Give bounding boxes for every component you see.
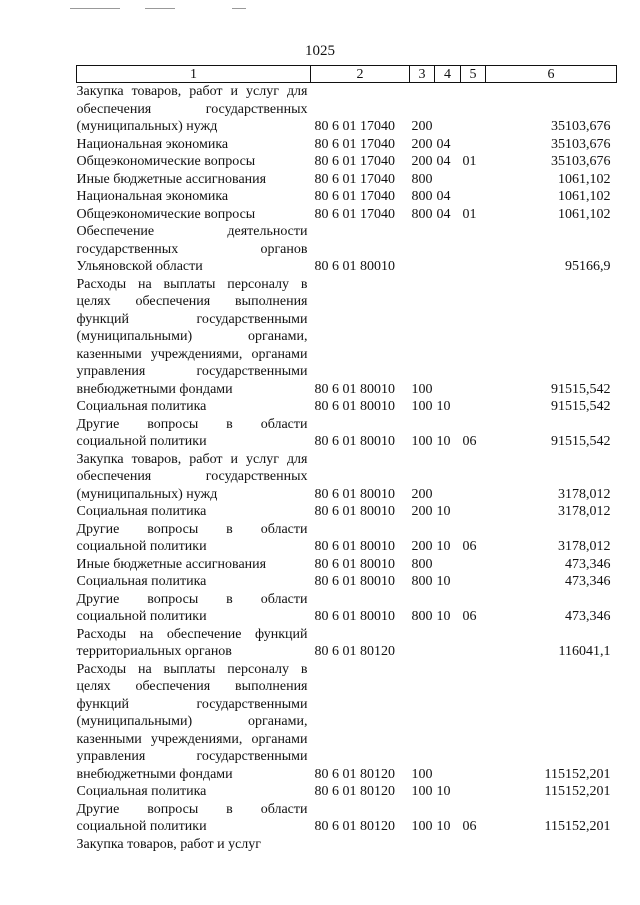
header-cell: 1 [77,66,311,83]
row-expense-type: 200 [411,539,433,554]
row-code: 80 6 01 80010 [314,486,395,502]
row-subsection [461,136,486,154]
row-expense-type: 100 [411,819,433,834]
row-subsection: 06 [462,819,477,834]
row-subsection [461,398,486,416]
row-expense-type: 800 [411,206,433,222]
table-row [77,206,617,224]
row-name: Иные бюджетные ассигнования [76,171,267,187]
row-amount: 3178,012 [558,539,611,554]
row-amount: 91515,542 [551,399,611,414]
row-expense-type: 800 [411,189,433,204]
row-name: Закупка товаров, работ и услуг для обеспечения государственных (муниципальных) нужд [76,84,308,134]
row-code [311,836,410,854]
row-amount: 91515,542 [551,381,611,397]
row-name: Другие вопросы в области социальной политики [76,416,308,449]
row-name: Расходы на выплаты персоналу в целях обеспечения выполнения функций государственными (муниципальными) органами, казенными учреждениями, органами управления государственными внебюджетными фондами [76,661,308,782]
row-subsection [461,626,486,661]
scan-artifact [145,8,175,9]
row-subsection: 06 [462,434,477,449]
table-row [77,136,617,154]
row-section: 04 [436,206,451,222]
row-expense-type: 100 [411,399,433,414]
row-name: Социальная политика [76,399,207,414]
row-amount: 1061,102 [558,171,611,187]
row-section: 04 [436,154,451,169]
row-code: 80 6 01 80010 [314,609,395,624]
table-row [77,171,617,189]
row-code: 80 6 01 80010 [314,381,395,397]
row-name: Закупка товаров, работ и услуг для обеспечения государственных (муниципальных) нужд [76,451,308,502]
row-section: 10 [436,819,451,834]
scan-artifact [232,8,246,9]
row-expense-type: 100 [411,434,433,449]
row-name: Другие вопросы в области социальной политики [76,521,308,554]
row-code: 80 6 01 17040 [314,154,395,169]
row-code: 80 6 01 80010 [314,574,395,589]
row-section: 10 [436,539,451,554]
row-subsection [461,223,486,276]
row-code: 80 6 01 80120 [314,644,395,659]
row-name: Расходы на обеспечение функций территориальных органов [76,626,308,659]
row-expense-type: 200 [411,136,433,152]
table-row [77,223,617,276]
row-expense-type: 200 [411,154,433,169]
row-expense-type [410,836,435,854]
table-row [77,521,617,556]
row-name: Обеспечение деятельности государственных органов Ульяновской области [76,224,308,274]
row-subsection [461,556,486,574]
row-subsection [461,188,486,206]
row-expense-type: 100 [411,766,433,782]
row-subsection [461,783,486,801]
row-amount: 35103,676 [551,119,611,134]
row-name: Другие вопросы в области социальной политики [76,801,308,834]
row-name: Расходы на выплаты персоналу в целях обеспечения выполнения функций государственными (муниципальными) органами, казенными учреждениями, органами управления государственными внебюджетными фондами [76,276,308,397]
row-subsection: 01 [462,154,477,169]
budget-table [76,65,617,853]
row-code: 80 6 01 80010 [314,434,395,449]
row-code: 80 6 01 17040 [314,189,395,204]
table-row [77,503,617,521]
table-row [77,416,617,451]
row-name: Социальная политика [76,784,207,799]
row-expense-type: 800 [411,574,433,589]
row-section [435,83,461,136]
row-code: 80 6 01 17040 [314,171,395,187]
row-expense-type: 100 [411,381,433,397]
row-amount: 115152,201 [544,784,611,799]
row-name: Социальная политика [76,504,207,519]
header-cell: 6 [486,66,617,83]
row-amount: 91515,542 [551,434,611,449]
row-name: Закупка товаров, работ и услуг [76,836,262,852]
row-section [435,451,461,504]
row-code: 80 6 01 80010 [314,259,395,274]
row-subsection [461,83,486,136]
row-name: Общеэкономические вопросы [76,206,256,222]
row-section: 04 [436,189,451,204]
row-amount: 1061,102 [558,206,611,222]
table-row [77,451,617,504]
row-expense-type: 200 [411,486,433,502]
row-subsection [461,836,486,854]
row-amount [486,836,617,854]
table-header [77,66,617,83]
row-expense-type: 800 [411,171,433,187]
row-section: 10 [436,574,451,589]
row-code: 80 6 01 80010 [314,399,395,414]
row-amount: 473,346 [565,609,611,624]
table-row [77,556,617,574]
row-expense-type: 800 [411,556,433,572]
row-section [435,223,461,276]
header-cell: 2 [311,66,410,83]
row-subsection: 06 [462,539,477,554]
row-section: 10 [436,784,451,799]
page-number: 1025 [305,43,335,59]
row-section [435,556,461,574]
row-code: 80 6 01 80120 [314,819,395,834]
row-amount: 473,346 [565,556,611,572]
row-section: 10 [436,434,451,449]
row-subsection: 01 [462,206,477,222]
row-expense-type [410,626,435,661]
row-section [435,276,461,399]
row-section [435,171,461,189]
table-row [77,783,617,801]
row-section [435,836,461,854]
row-section: 10 [436,399,451,414]
row-expense-type: 200 [411,119,433,134]
row-expense-type: 800 [411,609,433,624]
row-name: Национальная экономика [76,136,229,152]
table-row [77,626,617,661]
header-cell: 5 [461,66,486,83]
table-row [77,836,617,854]
row-subsection: 06 [462,609,477,624]
scan-artifact [70,8,120,9]
header-cell: 4 [435,66,461,83]
row-code: 80 6 01 80120 [314,784,395,799]
row-expense-type: 200 [411,504,433,519]
row-expense-type [410,223,435,276]
row-amount: 473,346 [565,574,611,589]
row-code: 80 6 01 17040 [314,206,395,222]
row-section [435,661,461,784]
row-amount: 1061,102 [558,189,611,204]
row-amount: 35103,676 [551,154,611,169]
table-row [77,188,617,206]
row-subsection [461,573,486,591]
row-name: Социальная политика [76,574,207,589]
row-name: Иные бюджетные ассигнования [76,556,267,572]
row-section: 10 [436,504,451,519]
row-amount: 3178,012 [558,486,611,502]
row-code: 80 6 01 80010 [314,504,395,519]
row-section: 10 [436,609,451,624]
row-subsection [461,661,486,784]
row-code: 80 6 01 17040 [314,136,395,152]
table-row [77,276,617,399]
row-subsection [461,171,486,189]
table-row [77,83,617,136]
header-cell: 3 [410,66,435,83]
row-name: Национальная экономика [76,189,229,204]
row-amount: 35103,676 [551,136,611,152]
row-name: Общеэкономические вопросы [76,154,256,169]
row-subsection [461,503,486,521]
row-amount: 115152,201 [544,766,611,782]
row-amount: 95166,9 [565,259,611,274]
row-amount: 3178,012 [558,504,611,519]
header-row [77,66,617,83]
table-row [77,153,617,171]
row-amount: 115152,201 [544,819,611,834]
table-row [77,573,617,591]
row-code: 80 6 01 17040 [314,119,395,134]
table-row [77,398,617,416]
row-expense-type: 100 [411,784,433,799]
row-code: 80 6 01 80120 [314,766,395,782]
row-code: 80 6 01 80010 [314,539,395,554]
row-name: Другие вопросы в области социальной политики [76,591,308,624]
table-row [77,591,617,626]
table-body [77,83,617,854]
table-row [77,801,617,836]
table-row [77,661,617,784]
row-code: 80 6 01 80010 [314,556,395,572]
row-amount: 116041,1 [558,644,611,659]
row-subsection [461,451,486,504]
row-subsection [461,276,486,399]
row-section [435,626,461,661]
row-section: 04 [436,136,451,152]
